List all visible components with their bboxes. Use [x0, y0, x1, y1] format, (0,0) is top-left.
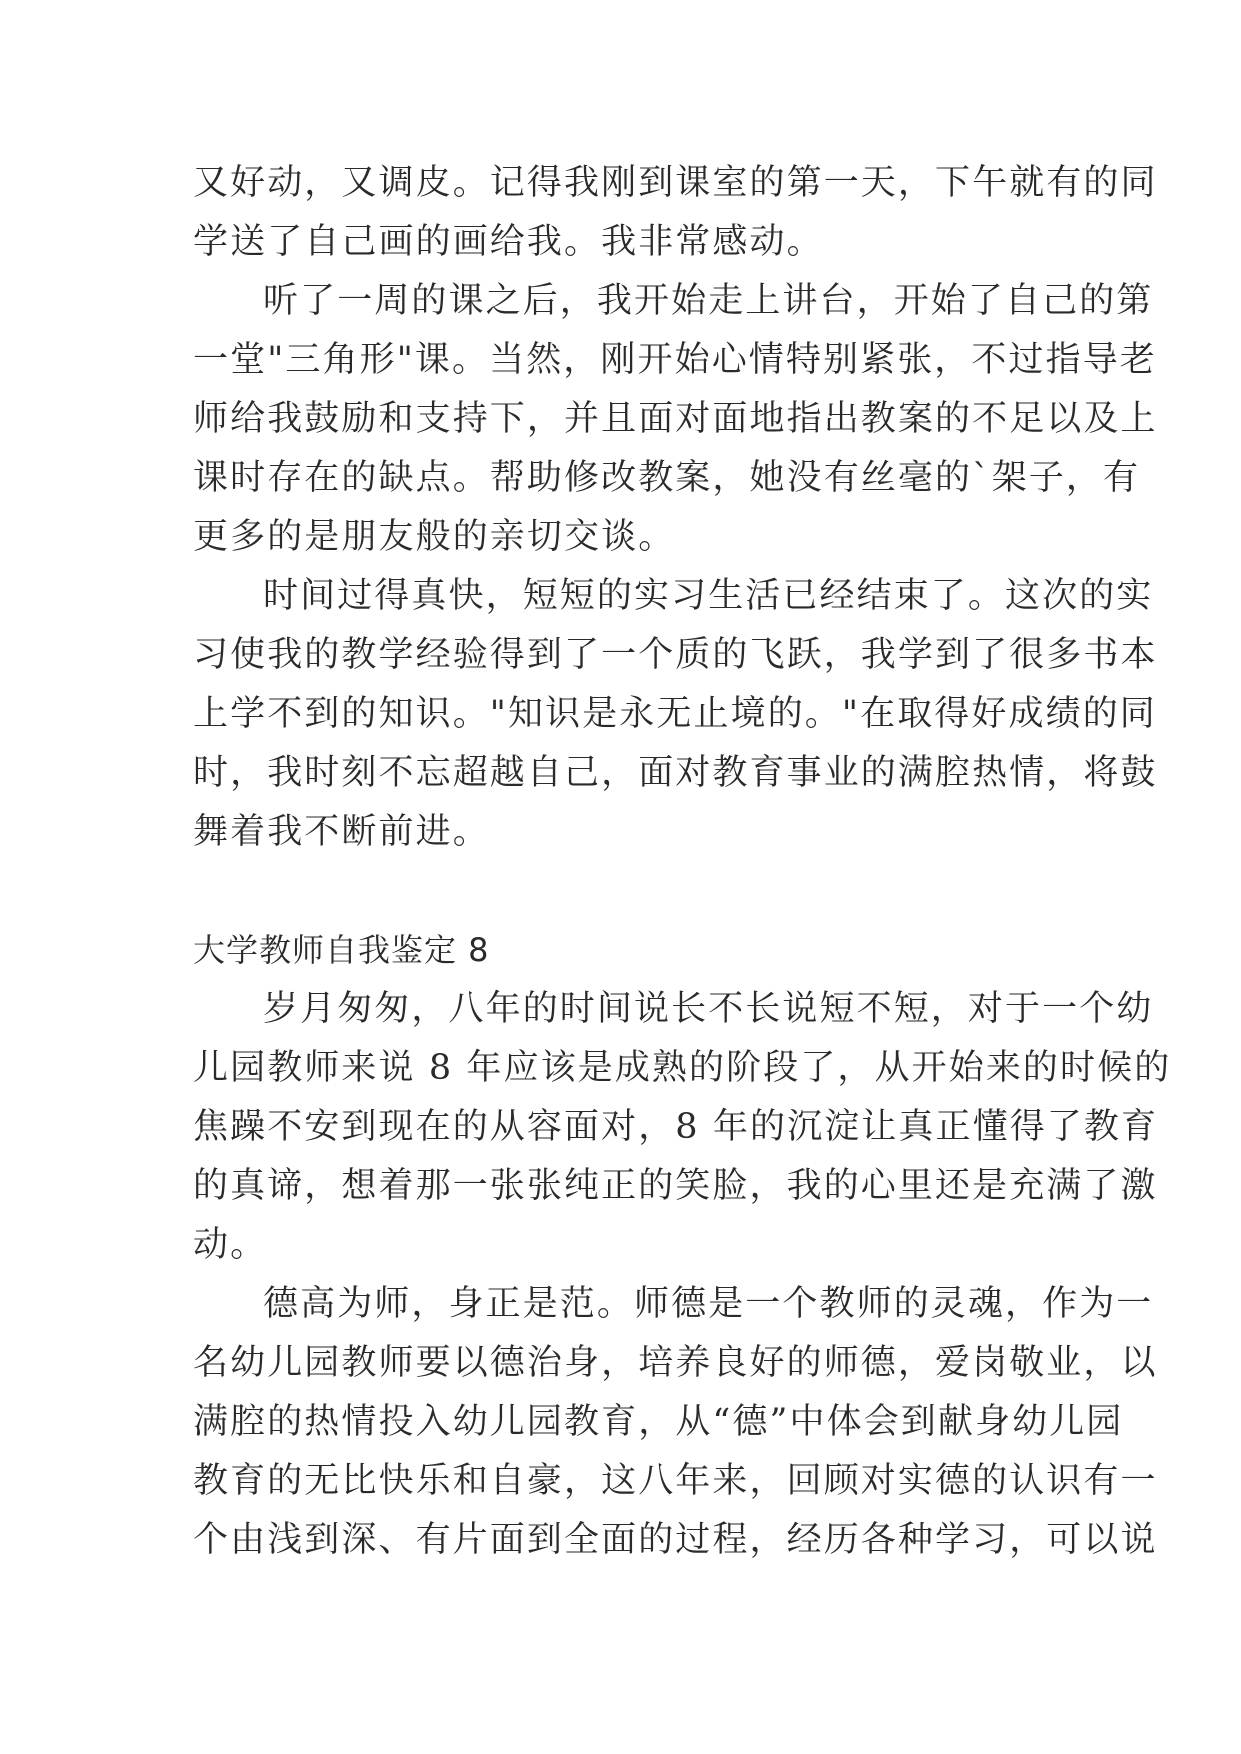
section-heading: 大学教师自我鉴定 8 — [193, 931, 490, 969]
paragraph-years — [193, 980, 1172, 1275]
text-line: 满腔的热情投入幼儿园教育，从“德”中体会到献身幼儿园 — [193, 1402, 1124, 1442]
blank-line — [193, 862, 1055, 921]
text-line: 又好动，又调皮。记得我刚到课室的第一天，下午就有的同 — [193, 163, 1158, 203]
text-line: 师给我鼓励和支持下，并且面对面地指出教案的不足以及上 — [193, 399, 1158, 439]
text-line: 时间过得真快，短短的实习生活已经结束了。这次的实 — [263, 576, 1154, 616]
paragraph-lecture — [193, 272, 1158, 567]
text-line: 课时存在的缺点。帮助修改教案，她没有丝毫的`架子，有 — [193, 458, 1141, 498]
text-line: 的真谛，想着那一张张纯正的笑脸，我的心里还是充满了激 — [193, 1166, 1158, 1206]
text-line: 舞着我不断前进。 — [193, 812, 490, 852]
text-line: 名幼儿园教师要以德治身，培养良好的师德，爱岗敬业，以 — [193, 1343, 1158, 1383]
text-line: 儿园教师来说 8 年应该是成熟的阶段了，从开始来的时候的 — [193, 1048, 1172, 1088]
text-line: 岁月匆匆，八年的时间说长不长说短不短，对于一个幼 — [263, 989, 1154, 1029]
paragraph-intro-end — [193, 154, 1158, 272]
text-line: 听了一周的课之后，我开始走上讲台，开始了自己的第 — [263, 281, 1154, 321]
text-line: 时，我时刻不忘超越自己，面对教育事业的满腔热情，将鼓 — [193, 753, 1158, 793]
text-line: 习使我的教学经验得到了一个质的飞跃，我学到了很多书本 — [193, 635, 1158, 675]
text-line: 焦躁不安到现在的从容面对，8 年的沉淀让真正懂得了教育 — [193, 1107, 1159, 1147]
paragraph-ethics — [193, 1275, 1158, 1570]
document-body — [193, 154, 1172, 1570]
text-line: 上学不到的知识。"知识是永无止境的。"在取得好成绩的同 — [193, 694, 1157, 734]
paragraph-summary — [193, 567, 1158, 862]
text-line: 学送了自己画的画给我。我非常感动。 — [193, 222, 824, 262]
text-line: 更多的是朋友般的亲切交谈。 — [193, 517, 676, 557]
text-line: 教育的无比快乐和自豪，这八年来，回顾对实德的认识有一 — [193, 1461, 1158, 1501]
text-line: 个由浅到深、有片面到全面的过程，经历各种学习，可以说 — [193, 1520, 1158, 1560]
text-line: 德高为师，身正是范。师德是一个教师的灵魂，作为一 — [263, 1284, 1154, 1324]
text-line: 一堂"三角形"课。当然，刚开始心情特别紧张，不过指导老 — [193, 340, 1157, 380]
text-line: 动。 — [193, 1225, 268, 1265]
